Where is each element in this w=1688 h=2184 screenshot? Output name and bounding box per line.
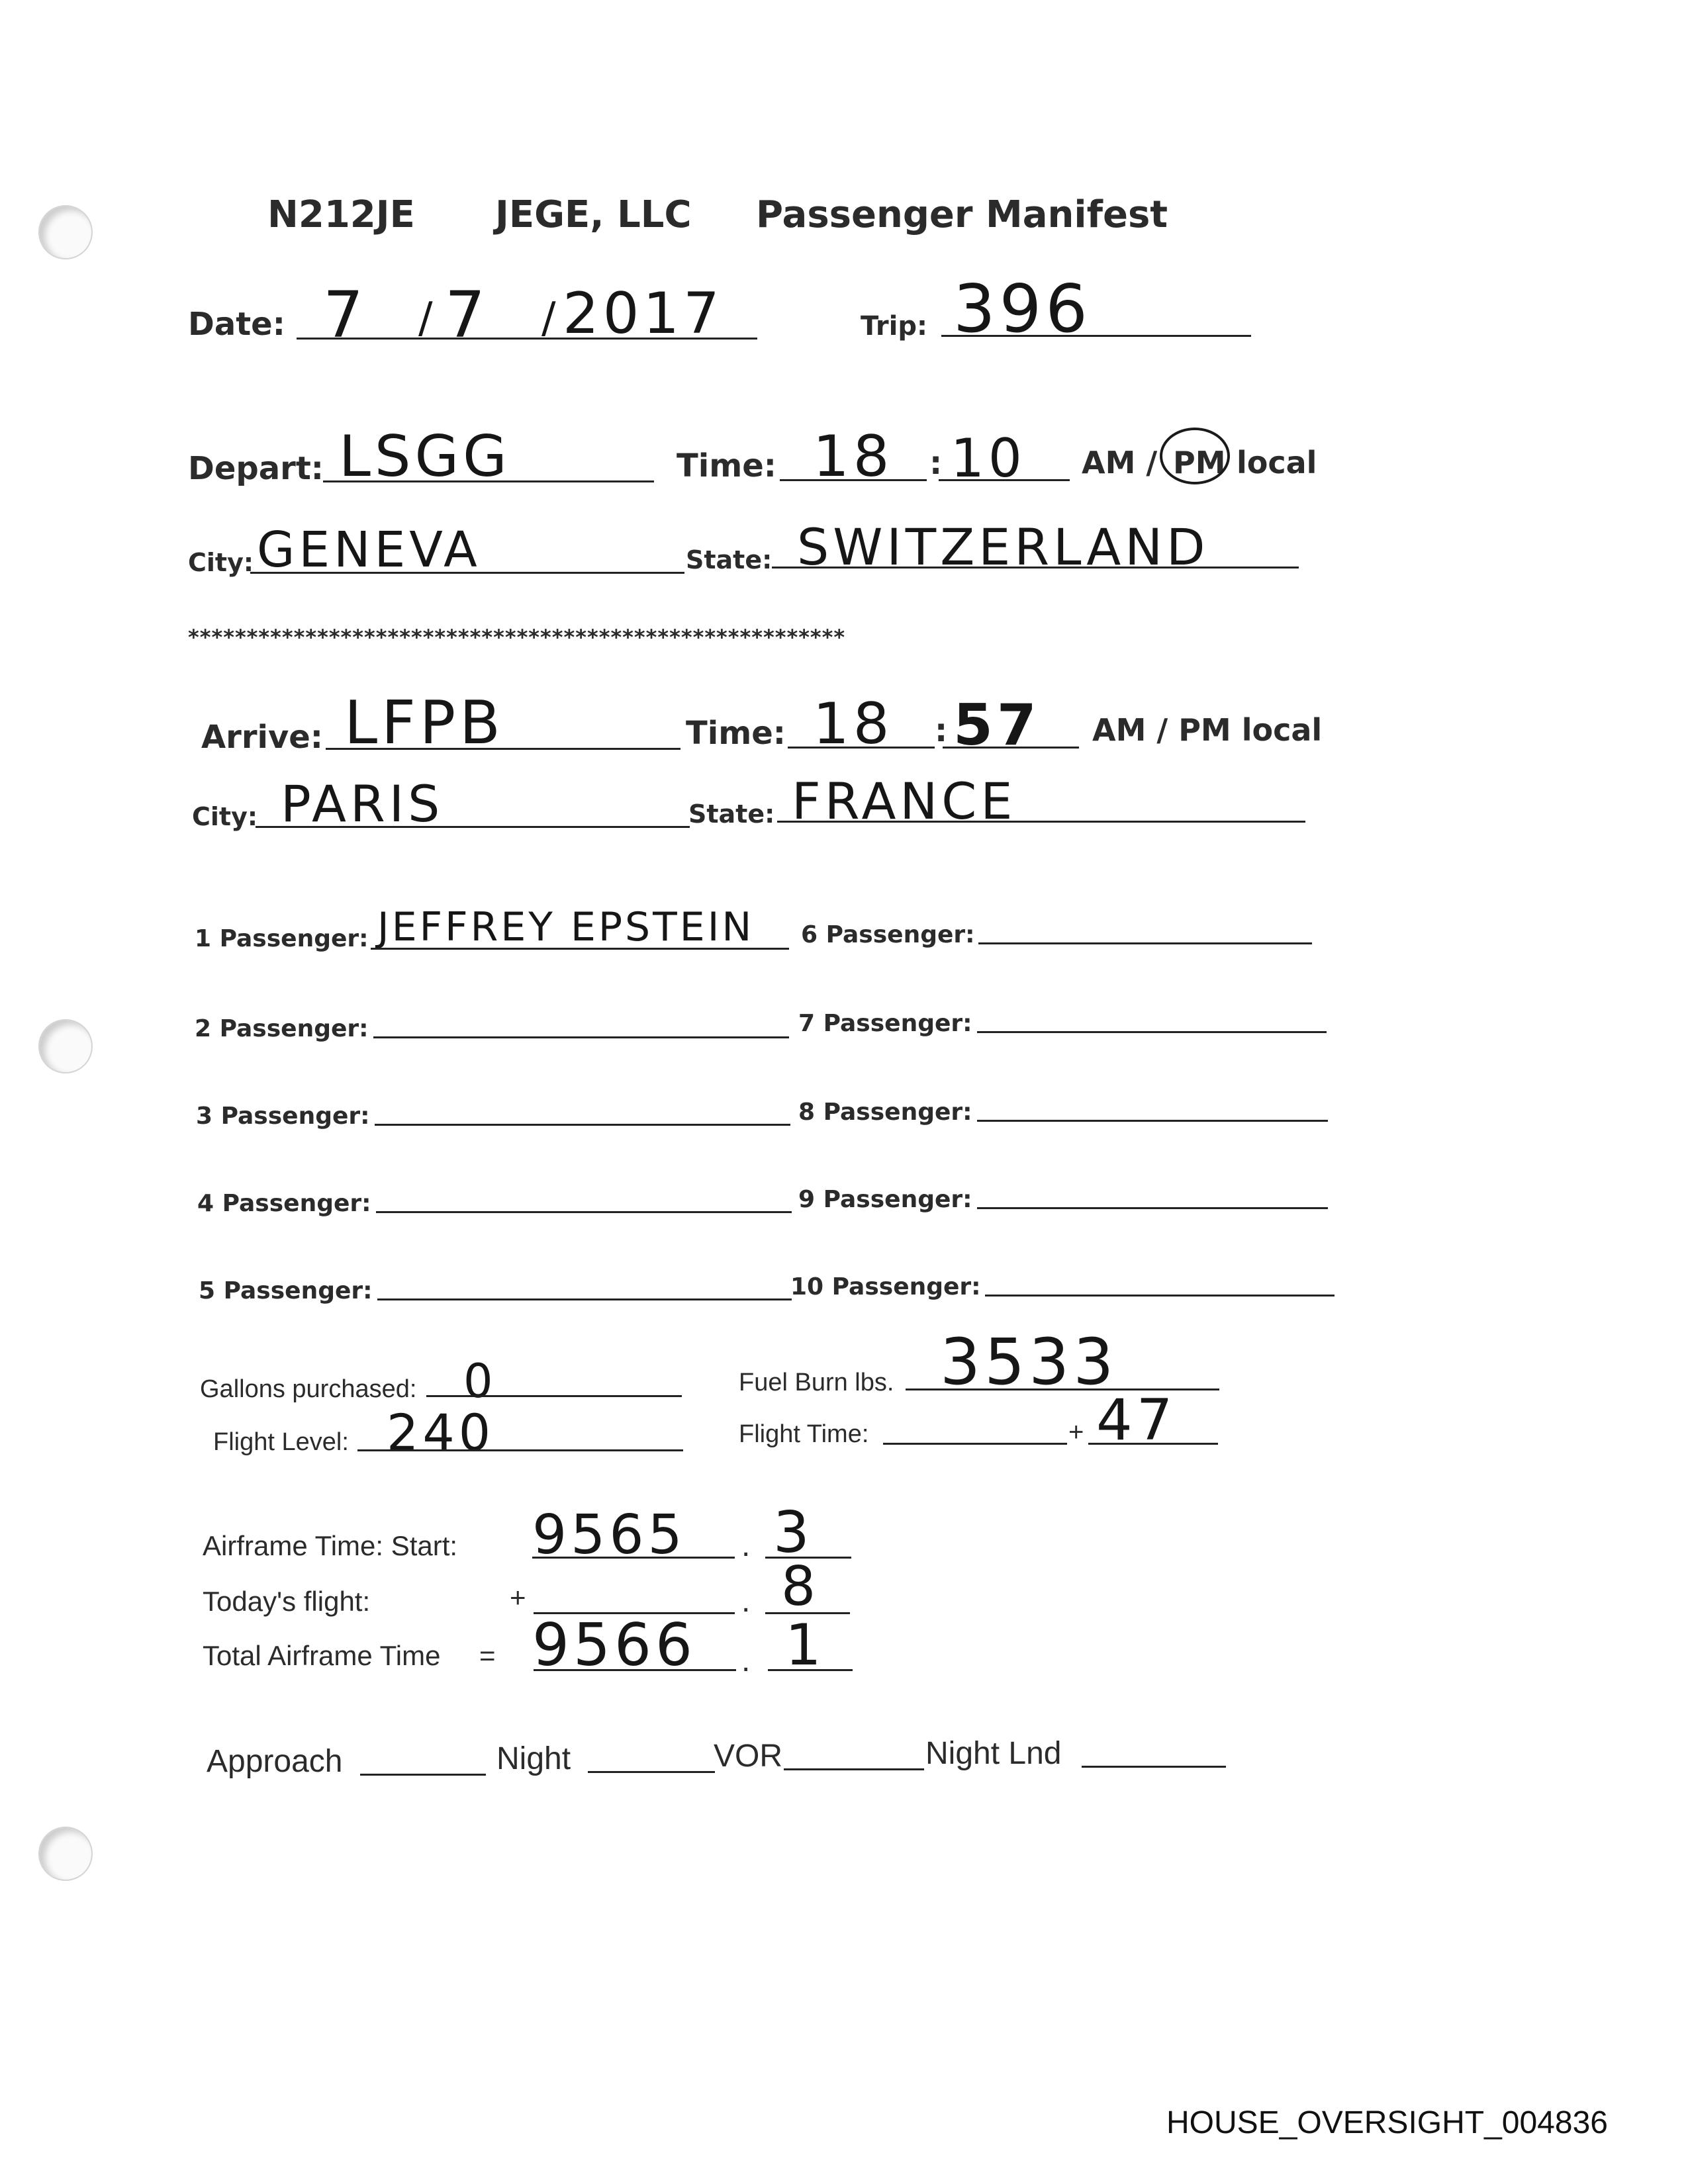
depart-state-label: State: <box>686 545 773 574</box>
night-underline <box>588 1771 715 1773</box>
depart-state-underline <box>772 567 1299 569</box>
vor-label: VOR <box>714 1739 783 1774</box>
arrive-city-underline <box>256 826 690 828</box>
binder-hole-bottom <box>38 1827 93 1881</box>
arrive-label: Arrive: <box>201 719 323 756</box>
depart-minute[interactable]: 10 <box>951 428 1026 489</box>
arrive-colon: : <box>935 712 948 749</box>
flight-time-plus: + <box>1068 1418 1084 1447</box>
approach-label: Approach <box>207 1744 343 1779</box>
airframe-start-label: Airframe Time: Start: <box>203 1530 458 1561</box>
date-month[interactable]: 7 <box>323 278 368 352</box>
passenger-9-label: 9 Passenger: <box>798 1186 972 1213</box>
arrive-state-label: State: <box>688 799 775 829</box>
gallons-label: Gallons purchased: <box>200 1375 417 1403</box>
depart-state[interactable]: SWITZERLAND <box>797 518 1209 576</box>
airframe-start-dot: . <box>741 1528 751 1563</box>
today-flight-tenth[interactable]: 8 <box>781 1555 820 1618</box>
passenger-1-underline <box>371 948 789 950</box>
arrive-hour[interactable]: 18 <box>813 691 894 757</box>
passenger-7-underline <box>977 1031 1327 1033</box>
bates-number: HOUSE_OVERSIGHT_004836 <box>1166 2105 1608 2140</box>
today-flight-dot: . <box>741 1584 751 1619</box>
fuel-burn-value[interactable]: 3533 <box>940 1325 1118 1399</box>
night-lnd-label: Night Lnd <box>925 1736 1062 1771</box>
date-day[interactable]: 7 <box>445 278 490 352</box>
airframe-start-whole[interactable]: 9565 <box>532 1504 686 1567</box>
total-airframe-label: Total Airframe Time <box>203 1640 441 1671</box>
arrive-minute-underline <box>943 747 1079 749</box>
depart-airport[interactable]: LSGG <box>339 424 511 490</box>
trip-value[interactable]: 396 <box>953 270 1092 347</box>
passenger-10-underline <box>985 1295 1335 1297</box>
total-airframe-whole-underline <box>534 1669 736 1671</box>
binder-hole-top <box>38 205 93 259</box>
passenger-6-label: 6 Passenger: <box>801 921 975 948</box>
passenger-9-underline <box>977 1207 1328 1209</box>
depart-airport-underline <box>323 480 654 482</box>
depart-ampm-pm: PM <box>1173 445 1226 480</box>
arrive-hour-underline <box>788 747 935 749</box>
passenger-4-underline <box>376 1211 792 1213</box>
arrive-city[interactable]: PARIS <box>281 774 444 833</box>
section-separator: ******************************************************** <box>188 625 846 650</box>
passenger-10-label: 10 Passenger: <box>790 1273 981 1300</box>
company-name: JEGE, LLC <box>495 193 692 236</box>
passenger-3-label: 3 Passenger: <box>196 1103 370 1130</box>
flight-level-value[interactable]: 240 <box>387 1403 495 1462</box>
gallons-value[interactable]: 0 <box>463 1354 497 1408</box>
flight-level-underline <box>357 1449 683 1451</box>
date-sep-1: / <box>418 294 437 343</box>
passenger-5-underline <box>377 1298 792 1300</box>
total-airframe-dot: . <box>741 1643 751 1678</box>
approach-underline <box>360 1774 486 1776</box>
depart-hour[interactable]: 18 <box>813 424 894 490</box>
depart-city[interactable]: GENEVA <box>257 522 481 578</box>
flight-time-label: Flight Time: <box>739 1420 869 1448</box>
depart-city-label: City: <box>188 548 254 577</box>
pm-selected-circle <box>1160 428 1230 484</box>
depart-colon: : <box>929 445 943 482</box>
arrive-ampm: AM / PM local <box>1092 712 1323 748</box>
total-airframe-whole[interactable]: 9566 <box>532 1611 696 1679</box>
trip-underline <box>941 335 1251 337</box>
depart-time-label: Time: <box>677 447 776 484</box>
trip-label: Trip: <box>861 311 927 341</box>
depart-minute-underline <box>939 479 1070 481</box>
date-underline <box>297 338 757 340</box>
passenger-1-label: 1 Passenger: <box>195 925 369 952</box>
night-label: Night <box>496 1741 571 1776</box>
date-label: Date: <box>188 306 285 343</box>
depart-ampm-local: local <box>1237 445 1317 480</box>
passenger-3-underline <box>375 1124 790 1126</box>
form-title: Passenger Manifest <box>756 193 1168 236</box>
total-airframe-eq: = <box>479 1640 496 1671</box>
today-flight-label: Today's flight: <box>203 1586 371 1617</box>
date-year[interactable]: 2017 <box>563 281 724 347</box>
airframe-start-whole-underline <box>532 1557 735 1559</box>
binder-hole-middle <box>38 1019 93 1073</box>
arrive-time-label: Time: <box>686 715 786 752</box>
depart-ampm-am: AM / <box>1082 445 1158 480</box>
passenger-8-underline <box>977 1120 1328 1122</box>
arrive-state[interactable]: FRANCE <box>792 772 1017 831</box>
passenger-7-label: 7 Passenger: <box>798 1010 972 1037</box>
passenger-2-label: 2 Passenger: <box>195 1015 369 1042</box>
arrive-city-label: City: <box>192 802 258 831</box>
arrive-state-underline <box>777 821 1305 823</box>
date-sep-2: / <box>541 294 560 343</box>
flight-time-underline-1 <box>883 1443 1067 1445</box>
passenger-8-label: 8 Passenger: <box>798 1099 972 1126</box>
flight-time-value[interactable]: 47 <box>1096 1387 1177 1453</box>
arrive-minute[interactable]: 57 <box>953 692 1041 758</box>
total-airframe-tenth[interactable]: 1 <box>785 1612 825 1678</box>
arrive-airport-underline <box>326 748 680 750</box>
vor-underline <box>784 1768 924 1770</box>
flight-level-label: Flight Level: <box>213 1428 349 1456</box>
gallons-underline <box>426 1395 682 1397</box>
depart-label: Depart: <box>188 450 324 487</box>
depart-hour-underline <box>780 479 927 481</box>
flight-time-underline-2 <box>1088 1443 1218 1445</box>
passenger-5-label: 5 Passenger: <box>199 1277 373 1304</box>
fuel-burn-label: Fuel Burn lbs. <box>739 1369 894 1396</box>
airframe-start-tenth[interactable]: 3 <box>773 1500 814 1566</box>
passenger-6-underline <box>978 942 1312 944</box>
passenger-4-label: 4 Passenger: <box>197 1190 371 1217</box>
tail-number: N212JE <box>267 193 415 236</box>
arrive-airport[interactable]: LFPB <box>344 688 504 758</box>
depart-city-underline <box>250 572 684 574</box>
passenger-1-name[interactable]: JEFFREY EPSTEIN <box>377 904 755 950</box>
today-flight-plus: + <box>510 1582 526 1613</box>
total-airframe-tenth-underline <box>768 1669 853 1671</box>
night-lnd-underline <box>1082 1766 1226 1768</box>
passenger-2-underline <box>373 1036 789 1038</box>
